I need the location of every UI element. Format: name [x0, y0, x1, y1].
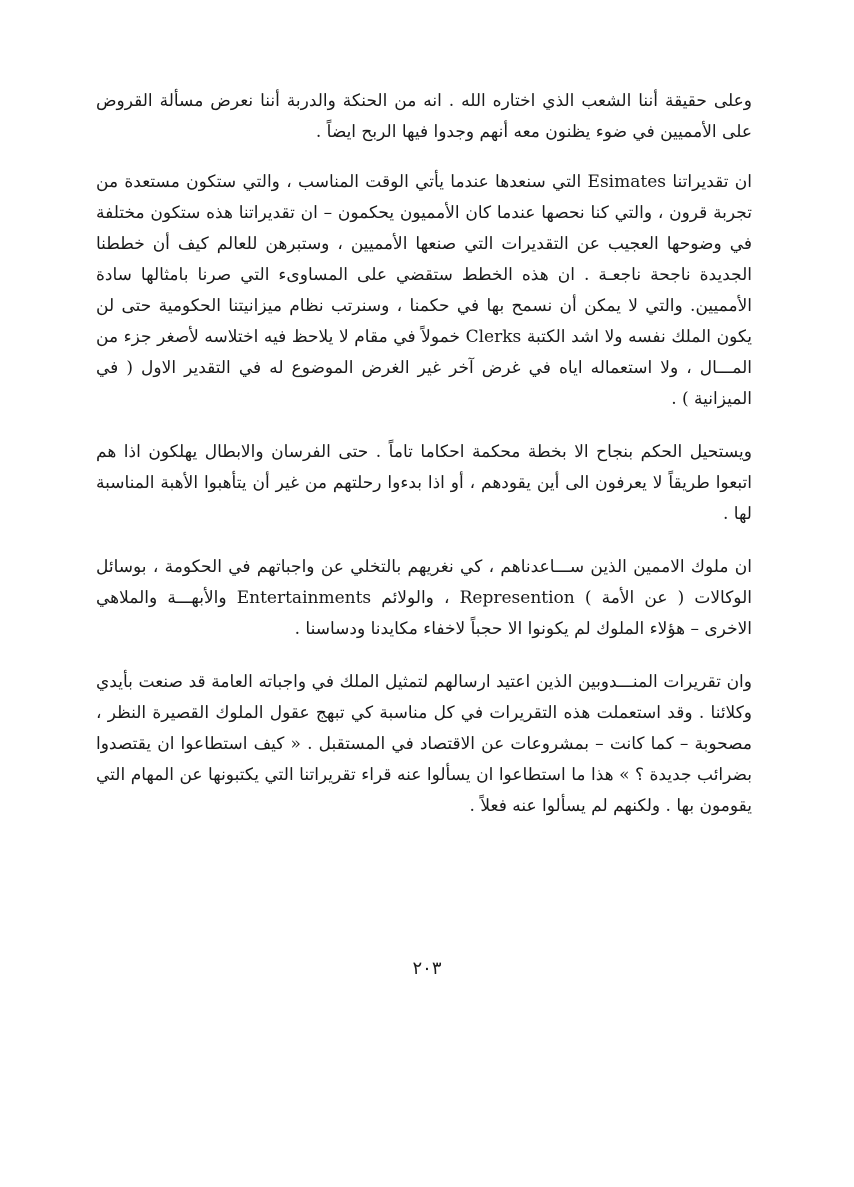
paragraph-1: وعلى حقيقة أننا الشعب الذي اختاره الله . انه من الحنكة والدربة أننا نعرض مسألة القروض على الأمميين في ضوء يظنون معه أنهم وجدوا فيها الربح ايضاً . [96, 91, 752, 142]
paragraph-5: وان تقريرات المنـــدوبين الذين اعتيد ارسالهم لتمثيل الملك في واجباته العامة قد صنعت بأيدي وكلائنا . وقد استعملت هذه التقريرات في كل مناسبة كي تبهج عقول الملوك القصيرة النظر ، مصحوبة – كما كانت – بمشروعات عن الاقتصاد في المستقبل . « كيف استطاعوا ان يقتصدوا بضرائب جديدة ؟ » هذا ما استطاعوا ان يسألوا عنه قراء تقريراتنا التي يكتبونها عن المهام التي يقومون بها . ولكنهم لم يسألوا عنه فعلاً . [96, 672, 752, 816]
page-number: ٢٠٣ [412, 958, 442, 979]
paragraph-4: ان ملوك الاممين الذين ســـاعدناهم ، كي نغريهم بالتخلي عن واجباتهم في الحكومة ، بوسائل الوكالات ( عن الأمة ) Represention ، والولائم Entertainments والأبهـــة والملاهي الاخرى – هؤلاء الملوك لم يكونوا الا حجباً لاخفاء مكايدنا ودساسنا . [96, 557, 752, 639]
paragraph-3: ويستحيل الحكم بنجاح الا بخطة محكمة احكاما تاماً . حتى الفرسان والابطال يهلكون اذا هم اتبعوا طريقاً لا يعرفون الى أين يقودهم ، أو اذا بدءوا رحلتهم من غير أن يتأهبوا الأهبة المناسبة لها . [96, 442, 752, 524]
paragraph-2: ان تقديراتنا Esimates التي سنعدها عندما يأتي الوقت المناسب ، والتي ستكون مستعدة من تجربة قرون ، والتي كنا نحصها عندما كان الأمميون يحكمون – ان تقديراتنا هذه ستكون مختلفة في وضوحها العجيب عن التقديرات التي صنعها الأمميين ، وستبرهن للعالم كيف أن خططنا الجديدة ناجحة ناجعـة . ان هذه الخطط ستقضي على المساوىء التي صرنا بامثالها سادة الأمميين. والتي لا يمكن أن نسمح بها في حكمنا ، وسنرتب نظام ميزانيتنا الحكومية حتى لن يكون الملك نفسه ولا اشد الكتبة Clerks خمولاً في مقام لا يلاحظ فيه اختلاسه لأصغر جزء من المـــال ، ولا استعماله اياه في غرض آخر غير الغرض الموضوع له في التقدير الاول ( في الميزانية ) . [96, 172, 752, 409]
